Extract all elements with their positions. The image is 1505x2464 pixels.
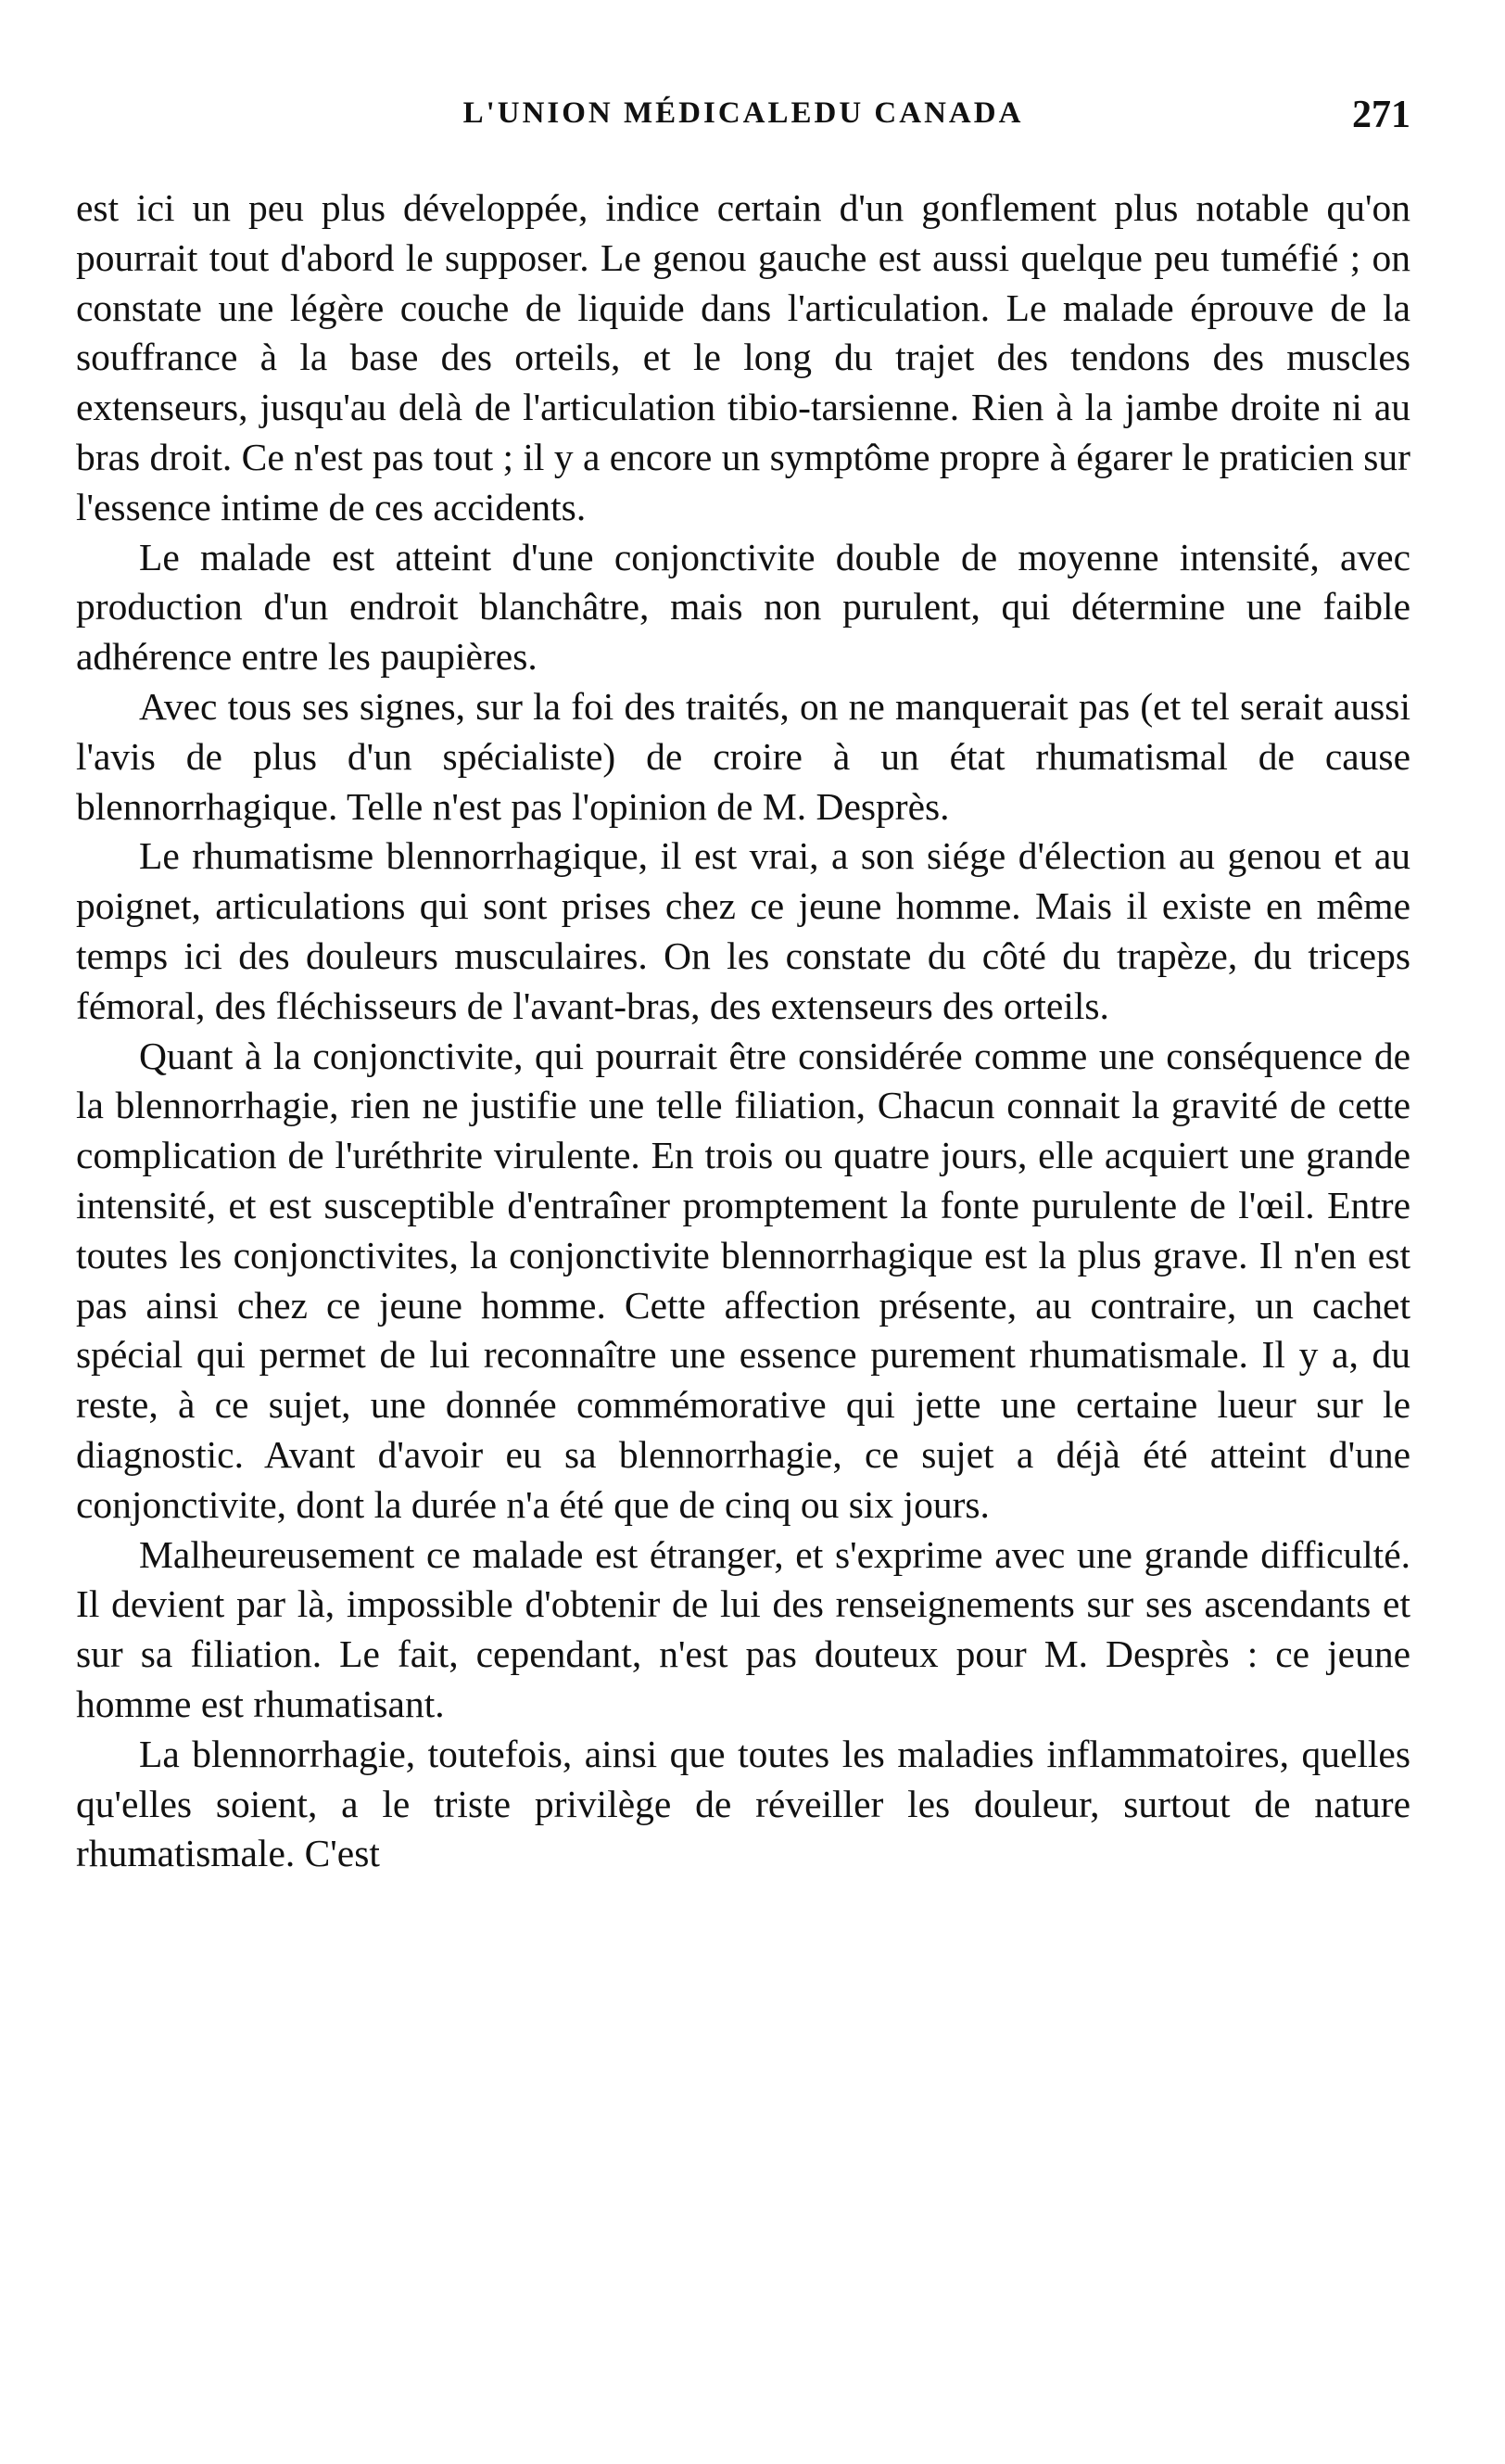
paragraph: Avec tous ses signes, sur la foi des traités, on ne manquerait pas (et tel serait aussi l'avis de plus d'un spécialiste) de croire à un état rhumatismal de cause blennorrhagique. Telle n'est pas l'opinion de M. Desprès. <box>76 684 1410 828</box>
paragraph: Malheureusement ce malade est étranger, et s'exprime avec une grande difficulté. Il devient par là, impossible d'obtenir de lui des renseignements sur ses ascendants et sur sa filiation. Le fait, cependant, n'est pas douteux pour M. Desprès : ce jeune homme est rhumatisant. <box>76 1532 1410 1725</box>
paragraph: La blennorrhagie, toutefois, ainsi que toutes les maladies inflammatoires, quelles qu'elles soient, a le triste privilège de réveiller les douleur, surtout de nature rhumatismale. C'est <box>76 1732 1410 1875</box>
page-number: 271 <box>1352 94 1410 136</box>
paragraph: Le rhumatisme blennorrhagique, il est vrai, a son siége d'élection au genou et au poignet, articulations qui sont prises chez ce jeune homme. Mais il existe en même temps ici des douleurs musculaires. On les constate du côté du trapèze, du triceps fémoral, des fléchisseurs de l'avant-bras, des extenseurs des orteils. <box>76 834 1410 1027</box>
paragraph: est ici un peu plus développée, indice certain d'un gonflement plus notable qu'on pourrait tout d'abord le supposer. Le genou gauche est aussi quelque peu tuméfié ; on constate une légère couche de liquide dans l'articulation. Le malade éprouve de la souffrance à la base des orteils, et le long du trajet des tendons des muscles extenseurs, jusqu'au delà de l'articulation tibio-tarsienne. Rien à la jambe droite ni au bras droit. Ce n'est pas tout ; il y a encore un symptôme propre à égarer le praticien sur l'essence intime de ces accidents. <box>76 186 1410 528</box>
body-text <box>76 184 1410 1879</box>
running-header <box>76 93 1410 148</box>
document-page <box>76 93 1410 1879</box>
running-title: L'UNION MÉDICALEDU CANADA <box>462 96 1024 130</box>
paragraph: Quant à la conjonctivite, qui pourrait être considérée comme une conséquence de la blennorrhagie, rien ne justifie une telle filiation, Chacun connait la gravité de cette complication de l'uréthrite virulente. En trois ou quatre jours, elle acquiert une grande intensité, et est susceptible d'entraîner promptement la fonte purulente de l'œil. Entre toutes les conjonctivites, la conjonctivite blennorrhagique est la plus grave. Il n'en est pas ainsi chez ce jeune homme. Cette affection présente, au contraire, un cachet spécial qui permet de lui reconnaître une essence purement rhumatismale. Il y a, du reste, à ce sujet, une donnée commémorative qui jette une certaine lueur sur le diagnostic. Avant d'avoir eu sa blennorrhagie, ce sujet a déjà été atteint d'une conjonctivite, dont la durée n'a été que de cinq ou six jours. <box>76 1034 1410 1526</box>
paragraph: Le malade est atteint d'une conjonctivite double de moyenne intensité, avec production d'un endroit blanchâtre, mais non purulent, qui détermine une faible adhérence entre les paupières. <box>76 535 1410 679</box>
